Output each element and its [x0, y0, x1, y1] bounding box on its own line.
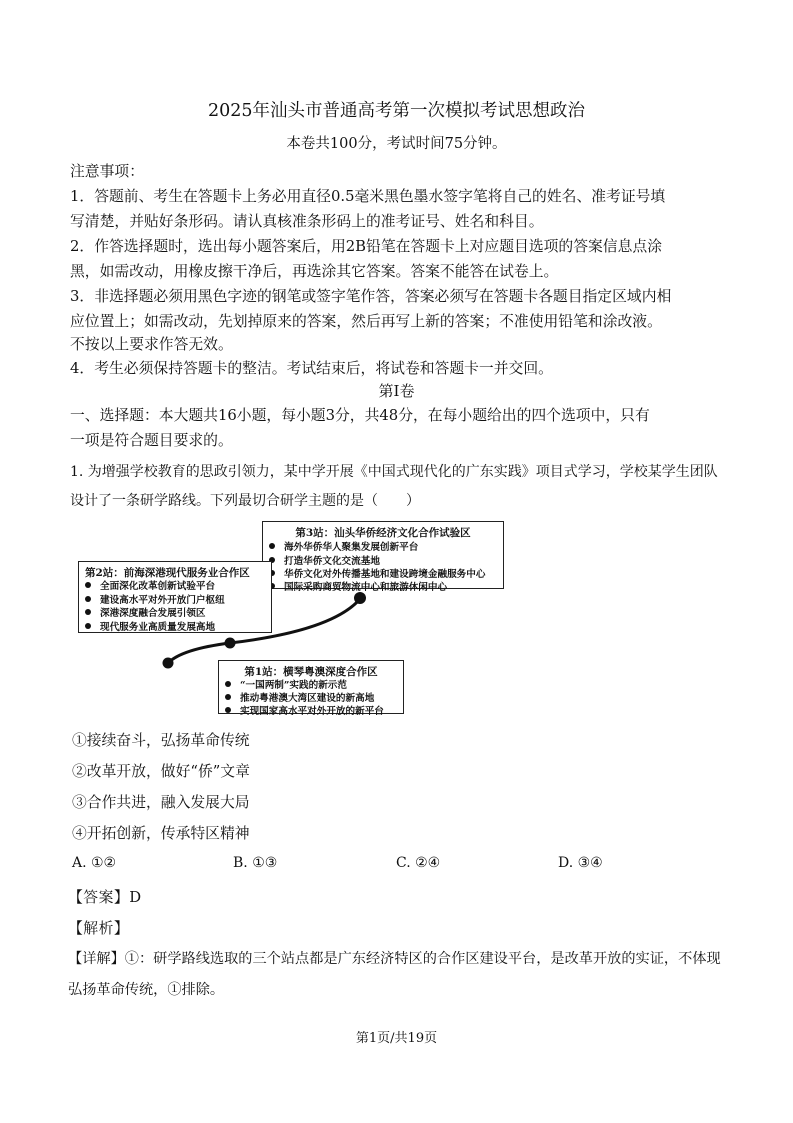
station-3-item: 海外华侨华人聚集发展创新平台: [269, 540, 497, 555]
bullet-icon: [85, 609, 91, 615]
option-a: A. ①②: [72, 855, 117, 871]
bullet-icon: [85, 582, 91, 588]
bullet-icon: [225, 681, 231, 687]
detail-line: 【详解】①：研学路线选取的三个站点都是广东经济特区的合作区建设平台，是改革开放的实证，不体现: [68, 951, 721, 967]
option-c: C. ②④: [396, 855, 441, 871]
station-2-title: 第2站：前海深港现代服务业合作区: [85, 567, 250, 579]
bullet-icon: [269, 543, 275, 549]
analysis-label: 【解析】: [68, 920, 130, 937]
statement-1: ①接续奋斗，弘扬革命传统: [72, 732, 250, 749]
station-1-title: 第1站：横琴粤澳深度合作区: [244, 666, 378, 678]
station-1-item: 推动粤港澳大湾区建设的新高地: [225, 692, 397, 705]
study-route-map: [72, 519, 512, 719]
question-1-stem: 设计了一条研学路线。下列最切合研学主题的是（ ）: [70, 493, 420, 509]
route-point-station-2: [225, 638, 236, 649]
notice-line: 1．答题前、考生在答题卡上务必用直径0.5毫米黑色墨水签字笔将自己的姓名、准考证号填: [70, 188, 666, 205]
station-2-item: 建设高水平对外开放门户枢纽: [85, 594, 265, 608]
bullet-icon: [225, 707, 231, 713]
station-2-item: 现代服务业高质量发展高地: [85, 621, 265, 635]
statement-4: ④开拓创新，传承特区精神: [72, 825, 250, 842]
section-intro: 一、选择题：本大题共16小题，每小题3分，共48分，在每小题给出的四个选项中，只有: [70, 407, 650, 424]
station-3-item: 华侨文化对外传播基地和建设跨境金融服务中心: [269, 568, 497, 581]
station-2-box: [78, 561, 272, 633]
bullet-icon: [85, 623, 91, 629]
bullet-icon: [225, 694, 231, 700]
notice-line: 2．作答选择题时，选出每小题答案后，用2B铅笔在答题卡上对应题目选项的答案信息点涂: [70, 238, 662, 255]
station-3-item: 打造华侨文化交流基地: [269, 555, 497, 568]
statement-3: ③合作共进，融入发展大局: [72, 794, 250, 811]
station-2-item: 全面深化改革创新试验平台: [85, 580, 265, 594]
station-3-title: 第3站：汕头华侨经济文化合作试验区: [295, 527, 471, 539]
station-2-item: 深港深度融合发展引领区: [85, 607, 265, 621]
notice-line: 4．考生必须保持答题卡的整洁。考试结束后，将试卷和答题卡一并交回。: [70, 360, 553, 377]
section-header: 第Ⅰ卷: [378, 382, 415, 400]
option-b: B. ①③: [233, 855, 278, 871]
bullet-icon: [85, 596, 91, 602]
option-d: D. ③④: [558, 855, 603, 871]
notice-line: 写清楚，并贴好条形码。请认真核准条形码上的准考证号、姓名和科目。: [70, 213, 544, 230]
station-3-item: 国际采购商贸物流中心和旅游休闲中心: [269, 581, 497, 594]
notice-heading: 注意事项：: [70, 163, 144, 180]
exam-title: 2025年汕头市普通高考第一次模拟考试思想政治: [207, 101, 586, 121]
statement-2: ②改革开放，做好“侨”文章: [72, 763, 250, 780]
exam-subtitle: 本卷共100分，考试时间75分钟。: [286, 136, 507, 152]
notice-line: 不按以上要求作答无效。: [70, 336, 233, 353]
page-footer: 第1页/共19页: [355, 1031, 438, 1046]
station-3-box: [262, 521, 504, 594]
notice-line: 应位置上；如需改动，先划掉原来的答案，然后再写上新的答案；不准使用铅笔和涂改液。: [70, 313, 662, 330]
detail-line: 弘扬革命传统，①排除。: [68, 982, 225, 998]
station-1-box: [218, 660, 404, 717]
answer: 【答案】D: [68, 889, 142, 906]
station-1-item: 实现国家高水平对外开放的新平台: [225, 705, 397, 718]
section-intro: 一项是符合题目要求的。: [70, 432, 233, 449]
notice-line: 黑，如需改动，用橡皮擦干净后，再选涂其它答案。答案不能答在试卷上。: [70, 263, 559, 280]
question-1-stem: 1. 为增强学校教育的思政引领力，某中学开展《中国式现代化的广东实践》项目式学习，学校某学生团队: [70, 464, 718, 480]
station-1-item: “一国两制”实践的新示范: [225, 679, 397, 692]
notice-line: 3．非选择题必须用黑色字迹的钢笔或签字笔作答，答案必须写在答题卡各题目指定区域内相: [70, 288, 672, 305]
route-point-station-1: [163, 658, 174, 669]
